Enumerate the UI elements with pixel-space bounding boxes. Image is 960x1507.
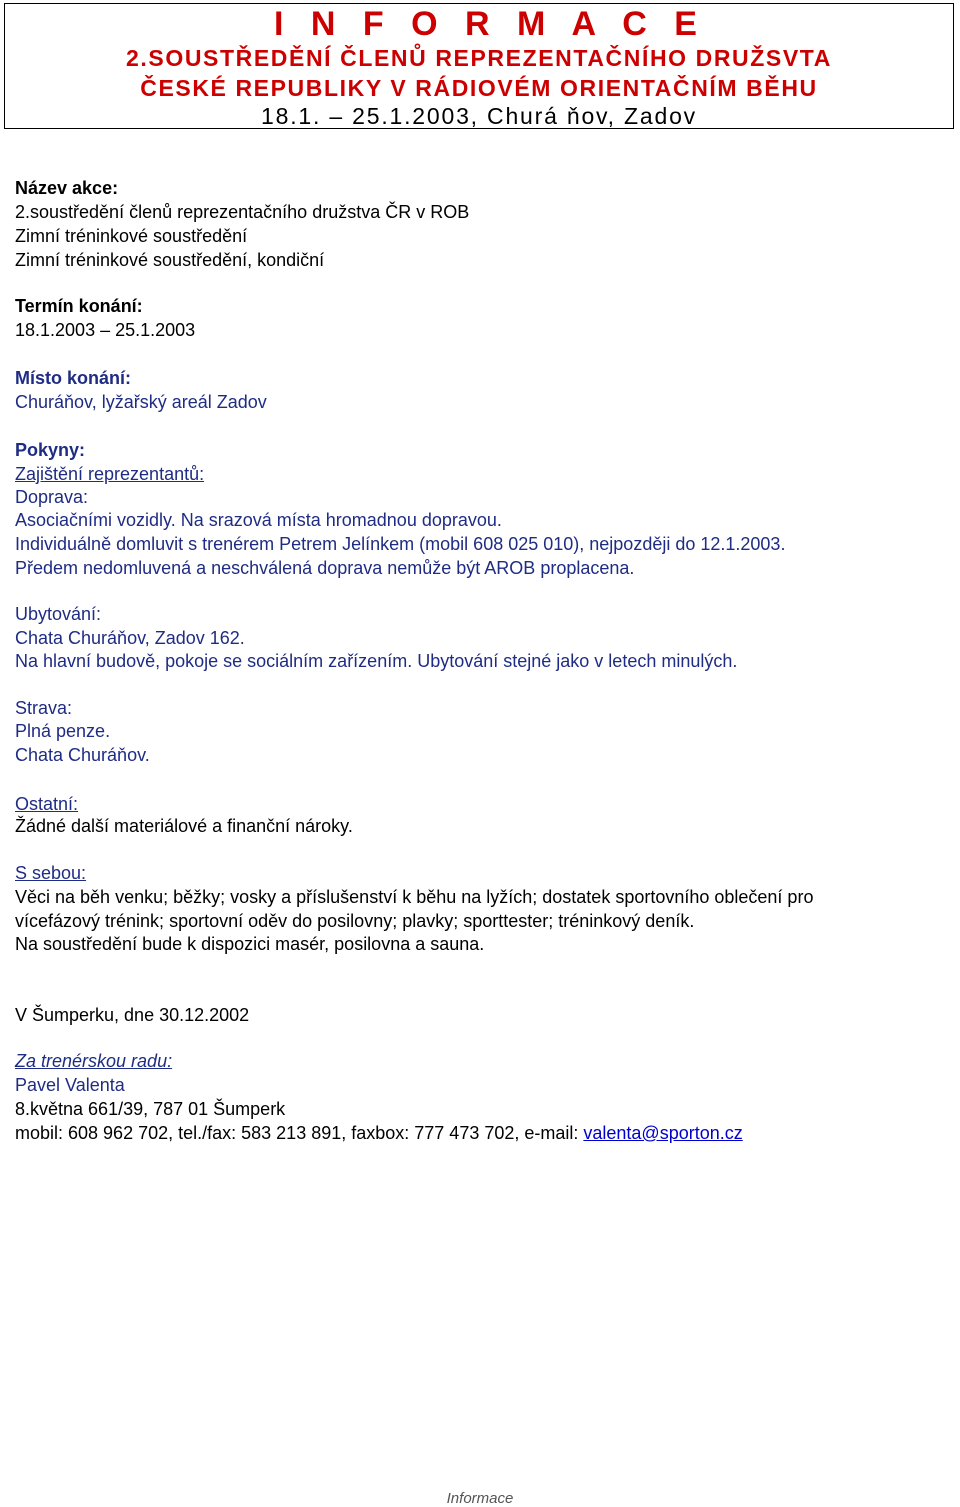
zajisteni-label: Zajištění reprezentantů: <box>15 464 205 484</box>
doprava-label: Doprava: <box>15 487 89 507</box>
termin-value: 18.1.2003 – 25.1.2003 <box>15 320 196 340</box>
document-title: I N F O R M A C E <box>274 5 706 43</box>
doprava-line: Individuálně domluvit s trenérem Petrem Jelínkem (mobil 608 025 010), nejpozději do 12.1.2003. <box>15 534 786 554</box>
nazev-line: Zimní tréninkové soustředění, kondiční <box>15 250 325 270</box>
doprava-line: Předem nedomluvená a neschválená doprava nemůže být AROB proplacena. <box>15 558 635 578</box>
sebou-line: Na soustředění bude k dispozici masér, posilovna a sauna. <box>15 934 485 954</box>
signature-address: 8.května 661/39, 787 01 Šumperk <box>15 1099 286 1119</box>
header-dates: 18.1. – 25.1.2003, Churá ňov, Zadov <box>261 103 697 129</box>
strava-line: Chata Churáňov. <box>15 745 150 765</box>
nazev-line: 2.soustředění členů reprezentačního družstva ČR v ROB <box>15 202 470 222</box>
place-date: V Šumperku, dne 30.12.2002 <box>15 1005 250 1025</box>
signature-role: Za trenérskou radu: <box>15 1051 173 1071</box>
ubytovani-line: Chata Churáňov, Zadov 162. <box>15 628 245 648</box>
sebou-line: vícefázový trénink; sportovní oděv do posilovny; plavky; sporttester; tréninkový deník. <box>15 911 695 931</box>
termin-label: Termín konání: <box>15 296 143 316</box>
sebou-line: Věci na běh venku; běžky; vosky a příslušenství k běhu na lyžích; dostatek sportovního oblečení pro <box>15 887 814 907</box>
signature-name: Pavel Valenta <box>15 1075 125 1095</box>
header-box <box>4 3 954 129</box>
ostatni-label: Ostatní: <box>15 794 79 814</box>
doprava-line: Asociačními vozidly. Na srazová místa hromadnou dopravou. <box>15 510 502 530</box>
strava-label: Strava: <box>15 698 73 718</box>
ubytovani-line: Na hlavní budově, pokoje se sociálním zařízením. Ubytování stejné jako v letech minulých. <box>15 651 738 671</box>
contact-text: mobil: 608 962 702, tel./fax: 583 213 891, faxbox: 777 473 702, e-mail: <box>15 1123 584 1143</box>
nazev-line: Zimní tréninkové soustředění <box>15 226 248 246</box>
nazev-label: Název akce: <box>15 178 119 198</box>
sebou-label: S sebou: <box>15 863 87 883</box>
strava-line: Plná penze. <box>15 721 111 741</box>
misto-value: Churáňov, lyžařský areál Zadov <box>15 392 267 412</box>
misto-label: Místo konání: <box>15 368 131 388</box>
signature-contact <box>15 1122 743 1144</box>
page-footer: Informace <box>446 1490 514 1507</box>
header-line-2: ČESKÉ REPUBLIKY V RÁDIOVÉM ORIENTAČNÍM BĚHU <box>140 75 818 101</box>
ostatni-value: Žádné další materiálové a finanční nároky. <box>15 816 353 836</box>
email-link[interactable]: valenta@sporton.cz <box>583 1123 743 1143</box>
ubytovani-label: Ubytování: <box>15 604 102 624</box>
pokyny-label: Pokyny: <box>15 440 86 460</box>
header-line-1: 2.SOUSTŘEDĚNÍ ČLENŮ REPREZENTAČNÍHO DRUŽSVTA <box>126 45 832 71</box>
